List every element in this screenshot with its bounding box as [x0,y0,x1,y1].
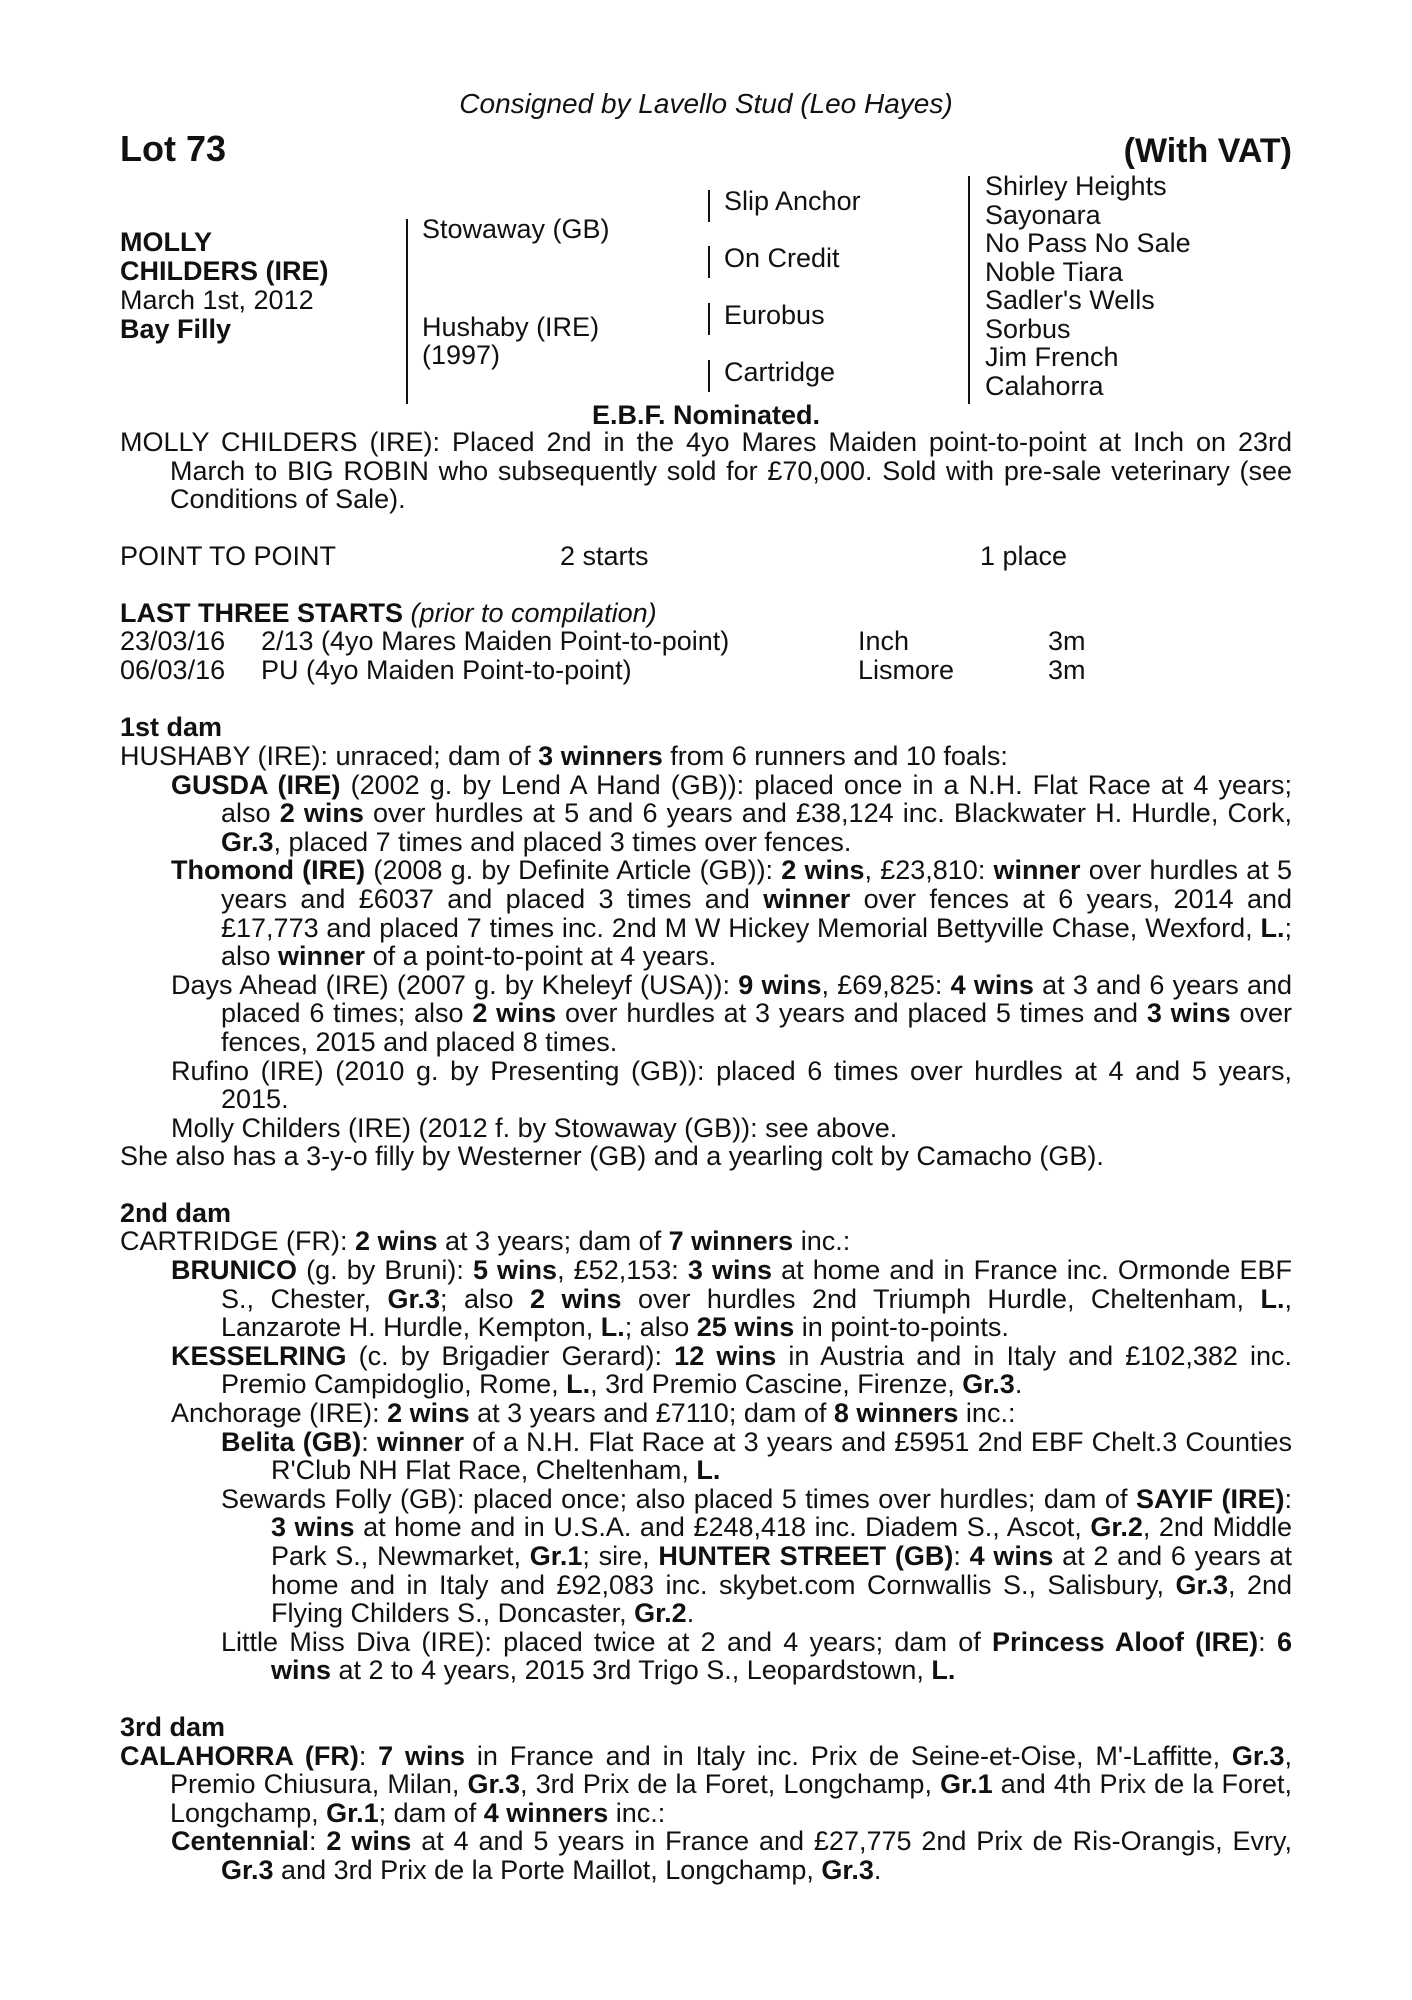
produce-gusda: GUSDA (IRE) (2002 g. by Lend A Hand (GB)): placed once in a N.H. Flat Race at 4 years; also 2 wins over hurdles at 5 and 6 years and £38,124 inc. Blackwater H. Hurdle, Cork, Gr.3, placed 7 times and placed 3 times over fences. [171,769,1293,857]
ggp-8: Calahorra [985,370,1104,401]
produce-little-miss-diva: Little Miss Diva (IRE): placed twice at 2 and 4 years; dam of Princess Aloof (IRE): 6 wins at 2 to 4 years, 2015 3rd Trigo S., Leopardstown, L. [221,1626,1292,1686]
first-dam-heading: 1st dam [120,712,223,743]
start-distance: 3m [1048,626,1086,657]
divider-gp2 [708,246,710,278]
horse-name-line2: CHILDERS (IRE) [120,256,329,286]
start-result: PU (4yo Maiden Point-to-point) [261,655,632,686]
divider-ggp [968,176,970,404]
ggp-6: Sorbus [985,313,1071,344]
horse-summary: MOLLY CHILDERS (IRE): Placed 2nd in the 4yo Mares Maiden point-to-point at Inch on 23rd March to BIG ROBIN who subsequently sold for £70,000. Sold with pre-sale veterinary (see Conditions of Sale). [120,427,1292,515]
produce-kesselring: KESSELRING (c. by Brigadier Gerard): 12 wins in Austria and in Italy and £102,382 inc. Premio Campidoglio, Rome, L., 3rd Premio Cascine, Firenze, Gr.3. [171,1340,1293,1400]
start-course: Inch [858,626,910,657]
great-grandparents [985,172,1191,400]
produce-rufino: Rufino (IRE) (2010 g. by Presenting (GB)): placed 6 times over hurdles at 4 and 5 years, 2015. [171,1055,1292,1115]
produce-belita: Belita (GB): winner of a N.H. Flat Race at 3 years and £5951 2nd EBF Chelt.3 Counties R'Club NH Flat Race, Cheltenham, L. [221,1426,1292,1486]
record-places: 1 place [980,540,1068,571]
ggp-3: No Pass No Sale [985,228,1191,258]
ggp-4: Noble Tiara [985,256,1124,287]
horse-dob: March 1st, 2012 [120,285,314,315]
last-starts-note: (prior to compilation) [410,597,657,628]
last-starts-title: LAST THREE STARTS [120,597,403,628]
lot-number: Lot 73 [120,128,227,169]
grandparent-4: Cartridge [724,357,836,387]
last-starts-heading [120,599,1292,628]
third-dam-heading: 3rd dam [120,1711,226,1742]
start-distance: 3m [1048,655,1086,686]
ebf-nominated: E.B.F. Nominated. [591,400,821,430]
second-dam-heading: 2nd dam [120,1197,232,1228]
divider-gp4 [708,360,710,392]
produce-molly: Molly Childers (IRE) (2012 f. by Stowaway (GB)): see above. [171,1112,898,1143]
divider-gp3 [708,303,710,335]
start-course: Lismore [858,655,955,686]
race-record [120,542,1292,571]
produce-brunico: BRUNICO (g. by Bruni): 5 wins, £52,153: 3 wins at home and in France inc. Ormonde EBF S., Chester, Gr.3; also 2 wins over hurdles 2nd Triumph Hurdle, Cheltenham, L., Lanzarote H. Hurdle, Kempton, L.; also 25 wins in point-to-points. [171,1255,1292,1343]
horse-sex: Bay Filly [120,314,232,344]
produce-sewards-folly: Sewards Folly (GB): placed once; also placed 5 times over hurdles; dam of SAYIF (IRE): 3 wins at home and in U.S.A. and £248,418 inc. Diadem S., Ascot, Gr.2, 2nd Middle Park S., Newmarket, Gr.1; sire, HUNTER STREET (GB): 4 wins at 2 and 6 years at home and in Italy and £92,083 inc. skybet.com Cornwallis S., Salisbury, Gr.3, 2nd Flying Childers S., Doncaster, Gr.2. [221,1483,1293,1629]
record-starts: 2 starts [560,540,649,571]
ggp-1: Shirley Heights [985,171,1167,201]
vat-status: (With VAT) [1123,132,1292,170]
start-date: 23/03/16 [120,626,226,657]
produce-thomond: Thomond (IRE) (2008 g. by Definite Article (GB)): 2 wins, £23,810: winner over hurdles at 5 years and £6037 and placed 3 times and winner over fences at 6 years, 2014 and £17,773 and placed 7 times inc. 2nd M W Hickey Memorial Bettyville Chase, Wexford, L.; also winner of a point-to-point at 4 years. [171,855,1292,972]
start-result: 2/13 (4yo Mares Maiden Point-to-point) [261,626,730,657]
start-row [120,656,1292,685]
catalogue-body [120,428,1292,1885]
dam-year: (1997) [422,340,501,370]
produce-anchorage: Anchorage (IRE): 2 wins at 3 years and £7110; dam of 8 winners inc.: [171,1398,1016,1429]
ggp-2: Sayonara [985,199,1101,230]
divider-dam [406,310,408,404]
dam-name: Hushaby (IRE) [422,312,600,342]
grandparent-3: Eurobus [724,300,825,330]
divider-sire [406,219,408,324]
ggp-5: Sadler's Wells [985,285,1155,315]
record-label: POINT TO POINT [120,540,337,571]
horse-name-line1: MOLLY [120,227,213,257]
sire-name: Stowaway (GB) [422,214,610,244]
start-row [120,627,1292,656]
horse-details [120,228,329,344]
ggp-7: Jim French [985,342,1119,372]
produce-centennial: Centennial: 2 wins at 4 and 5 years in France and £27,775 2nd Prix de Ris-Orangis, Evry, Gr.3 and 3rd Prix de la Porte Maillot, Longchamp, Gr.3. [171,1826,1292,1885]
produce-days-ahead: Days Ahead (IRE) (2007 g. by Kheleyf (USA)): 9 wins, £69,825: 4 wins at 3 and 6 years and placed 6 times; also 2 wins over hurdles at 3 years and placed 5 times and 3 wins over fences, 2015 and placed 8 times. [171,969,1293,1057]
consignor-line: Consigned by Lavello Stud (Leo Hayes) [459,88,953,119]
divider-gp1 [708,190,710,222]
start-date: 06/03/16 [120,655,226,686]
grandparent-2: On Credit [724,243,840,273]
first-dam-intro: HUSHABY (IRE): unraced; dam of 3 winners from 6 runners and 10 foals: [120,740,1008,771]
third-dam-intro: CALAHORRA (FR): 7 wins in France and in Italy inc. Prix de Seine-et-Oise, M'-Laffitte, Gr.3, Premio Chiusura, Milan, Gr.3, 3rd Prix de la Foret, Longchamp, Gr.1 and 4th Prix de la Foret, Longchamp, Gr.1; dam of 4 winners inc.: [120,1740,1292,1828]
pedigree-table [120,172,1292,408]
grandparent-1: Slip Anchor [724,186,861,216]
first-dam-note: She also has a 3-y-o filly by Westerner (GB) and a yearling colt by Camacho (GB). [120,1141,1104,1172]
second-dam-intro: CARTRIDGE (FR): 2 wins at 3 years; dam of 7 winners inc.: [120,1226,851,1257]
